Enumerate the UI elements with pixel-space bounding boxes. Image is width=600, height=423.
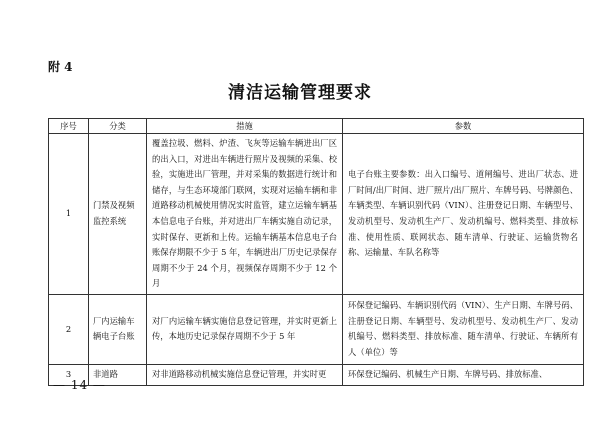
row-measure: 对非道路移动机械实施信息登记管理，并实时更: [147, 364, 343, 385]
table-row: [49, 364, 584, 385]
row-params: 环保登记编码、机械生产日期、车牌号码、排放标准、: [343, 364, 584, 385]
table-row: [49, 294, 584, 364]
row-no: 1: [49, 134, 89, 295]
header-measure: 措施: [147, 119, 343, 134]
header-params: 参数: [343, 119, 584, 134]
row-measure: 覆盖拉圾、燃料、炉渣、飞灰等运输车辆进出厂区的出入口，对进出车辆进行照片及视频的采集、校验，实施进出厂管理，并对采集的数据进行统计和储存，与生态环境部门联网，实现对运输车辆和非道路移动机械使用情况实时监管，建立运输车辆基本信息电子台账，并对进出厂车辆实施自动记录，实时保存、更新和上传。运输车辆基本信息电子台账保存期限不少于 5 年，车辆进出厂历史记录保存周期不少于 24 个月，视频保存周期不少于 12 个月: [147, 134, 343, 295]
appendix-label: 附 4: [48, 60, 73, 74]
table-header-row: [49, 119, 584, 134]
row-category: 非道路: [89, 364, 147, 385]
row-no: 3: [49, 364, 89, 385]
row-category: 门禁及视频监控系统: [89, 134, 147, 295]
row-params: 环保登记编码、车辆识别代码（VIN）、生产日期、车牌号码、注册登记日期、车辆型号、发动机型号、发动机生产厂、发动机编号、燃料类型、排放标准、随车清单、行驶证、车辆所有人（单位）等: [343, 294, 584, 364]
table-row: [49, 134, 584, 295]
header-no: 序号: [49, 119, 89, 134]
row-params: 电子台账主要参数：出入口编号、道闸编号、进出厂状态、进厂时间/出厂时间、进厂照片/出厂照片、车牌号码、号牌颜色、车辆类型、车辆识别代码（VIN）、注册登记日期、车辆型号、发动机型号、发动机生产厂、发动机编号、燃料类型、排放标准、使用性质、联网状态、随车清单、行驶证、运输货物名称、运输量、车队名称等: [343, 134, 584, 295]
row-measure: 对厂内运输车辆实施信息登记管理，并实时更新上传，本地历史记录保存周期不少于 5 年: [147, 294, 343, 364]
page-number: — 14 —: [53, 378, 106, 392]
page-title: 清洁运输管理要求: [228, 83, 372, 103]
requirements-table: [48, 118, 584, 386]
row-no: 2: [49, 294, 89, 364]
header-category: 分类: [89, 119, 147, 134]
row-category: 厂内运输车辆电子台账: [89, 294, 147, 364]
